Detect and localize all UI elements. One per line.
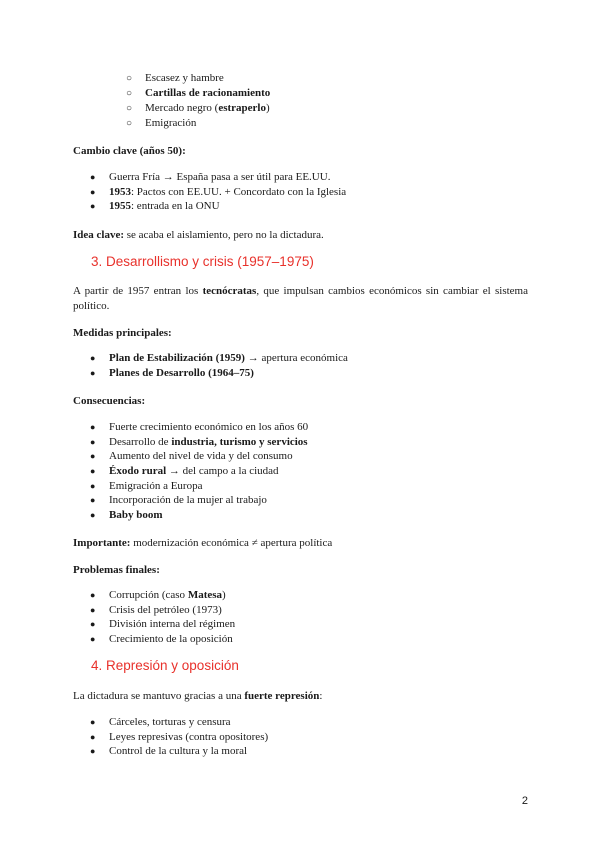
item-text: : entrada en la ONU: [131, 200, 220, 213]
item-text: ): [265, 102, 270, 114]
dot-bullet-icon: ●: [90, 451, 96, 462]
circle-bullet-icon: ○: [126, 103, 133, 114]
list-item-text: [109, 170, 330, 185]
bold-text: Cartillas de racionamiento: [145, 87, 271, 99]
cambio-clave-label: Cambio clave (años 50):: [73, 145, 186, 157]
dot-bullet-icon: ●: [90, 466, 96, 477]
dot-bullet-icon: ●: [90, 367, 96, 378]
dot-bullet-icon: ●: [90, 634, 96, 645]
dot-bullet-icon: ●: [90, 480, 96, 491]
circle-bullet-icon: ○: [126, 88, 133, 99]
intro-text-end: :: [319, 690, 323, 702]
importante-note: [73, 536, 332, 550]
item-text: Leyes represivas (contra opositores): [109, 730, 269, 743]
dot-bullet-icon: ●: [90, 619, 96, 630]
list-item-text: [109, 493, 267, 508]
bold-text: Planes de Desarrollo (1964–75): [109, 366, 254, 379]
bold-text: estraperlo: [218, 102, 266, 114]
item-text: Mercado negro (: [145, 102, 219, 114]
intro-text-end: , que impulsan cambios económicos sin cambiar el sistema político.: [73, 285, 528, 312]
item-text: Desarrollo de: [109, 435, 172, 448]
list-item-text: [109, 730, 268, 745]
idea-clave: [73, 228, 324, 242]
bold-text: Baby boom: [109, 509, 163, 522]
item-text: Escasez y hambre: [145, 72, 224, 84]
dot-bullet-icon: ●: [90, 201, 96, 212]
list-item-text: [145, 116, 196, 131]
list-item-text: [109, 420, 308, 435]
list-item-text: [145, 101, 270, 116]
list-item-text: [109, 185, 346, 200]
intro-bold: fuerte represión: [244, 690, 320, 702]
section-3-intro: [73, 284, 528, 314]
consecuencias-label: Consecuencias:: [73, 395, 146, 407]
medidas-label: Medidas principales:: [73, 327, 172, 339]
bold-text: Éxodo rural: [109, 465, 167, 478]
item-text: División interna del régimen: [109, 618, 236, 631]
item-text: Cárceles, torturas y censura: [109, 716, 231, 728]
list-item-text: [109, 632, 233, 647]
list-item-text: [109, 603, 222, 618]
bold-text: 1953: [109, 185, 131, 198]
list-item-text: [109, 508, 163, 523]
circle-bullet-icon: ○: [126, 73, 133, 84]
list-item-text: [109, 435, 308, 450]
section-4-intro: [73, 689, 322, 703]
list-item-text: [145, 71, 224, 86]
item-text: Fuerte crecimiento económico en los años 60: [109, 421, 309, 433]
item-text: Control de la cultura y la moral: [109, 745, 248, 758]
item-text: Emigración a Europa: [109, 479, 203, 492]
list-item-text: [109, 715, 231, 730]
bold-text: Matesa: [187, 589, 223, 601]
dot-bullet-icon: ●: [90, 172, 96, 182]
dot-bullet-icon: ●: [90, 495, 96, 506]
item-text: Corrupción (caso: [109, 589, 188, 601]
dot-bullet-icon: ●: [90, 746, 96, 757]
section-4-heading: 4. Represión y oposición: [91, 658, 239, 673]
list-item-text: [109, 588, 226, 603]
page-number: 2: [521, 795, 528, 807]
dot-bullet-icon: ●: [90, 731, 96, 742]
dot-bullet-icon: ●: [90, 436, 96, 447]
importante-label: Importante:: [73, 537, 131, 549]
list-item-text: [109, 351, 348, 366]
list-item-text: [109, 464, 279, 479]
list-item-text: [109, 199, 220, 214]
dot-bullet-icon: ●: [90, 510, 96, 521]
list-item-text: [109, 449, 293, 464]
item-text: Crecimiento de la oposición: [109, 633, 233, 646]
dot-bullet-icon: ●: [90, 590, 96, 600]
list-item-text: [109, 617, 235, 632]
intro-text: A partir de 1957 entran los: [73, 285, 203, 297]
item-text: ): [222, 589, 226, 601]
item-text: Emigración: [145, 117, 197, 129]
dot-bullet-icon: ●: [90, 353, 96, 363]
circle-bullet-icon: ○: [126, 118, 133, 129]
list-item-text: [109, 366, 254, 381]
bold-text: industria, turismo y servicios: [171, 435, 308, 448]
list-item-text: [145, 86, 270, 101]
dot-bullet-icon: ●: [90, 717, 96, 727]
item-text: Aumento del nivel de vida y del consumo: [109, 450, 293, 463]
item-text: → del campo a la ciudad: [166, 465, 279, 478]
item-text: Crisis del petróleo (1973): [109, 603, 222, 616]
item-text: → apertura económica: [244, 352, 348, 364]
idea-clave-text: se acaba el aislamiento, pero no la dictadura.: [124, 229, 324, 241]
intro-bold: tecnócratas: [202, 285, 257, 297]
list-item-text: [109, 479, 202, 494]
dot-bullet-icon: ●: [90, 422, 96, 432]
section-3-heading: 3. Desarrollismo y crisis (1957–1975): [91, 254, 314, 269]
item-text: Guerra Fría → España pasa a ser útil para EE.UU.: [109, 171, 331, 183]
bold-text: Plan de Estabilización (1959): [109, 352, 245, 364]
idea-clave-label: Idea clave:: [73, 229, 125, 241]
importante-text: modernización económica ≠ apertura política: [130, 537, 333, 549]
item-text: Incorporación de la mujer al trabajo: [109, 494, 267, 507]
dot-bullet-icon: ●: [90, 604, 96, 615]
dot-bullet-icon: ●: [90, 186, 96, 197]
intro-text: La dictadura se mantuvo gracias a una: [73, 690, 245, 702]
list-item-text: [109, 744, 247, 759]
item-text: : Pactos con EE.UU. + Concordato con la Iglesia: [131, 185, 347, 198]
bold-text: 1955: [109, 200, 131, 213]
problemas-label: Problemas finales:: [73, 564, 160, 576]
